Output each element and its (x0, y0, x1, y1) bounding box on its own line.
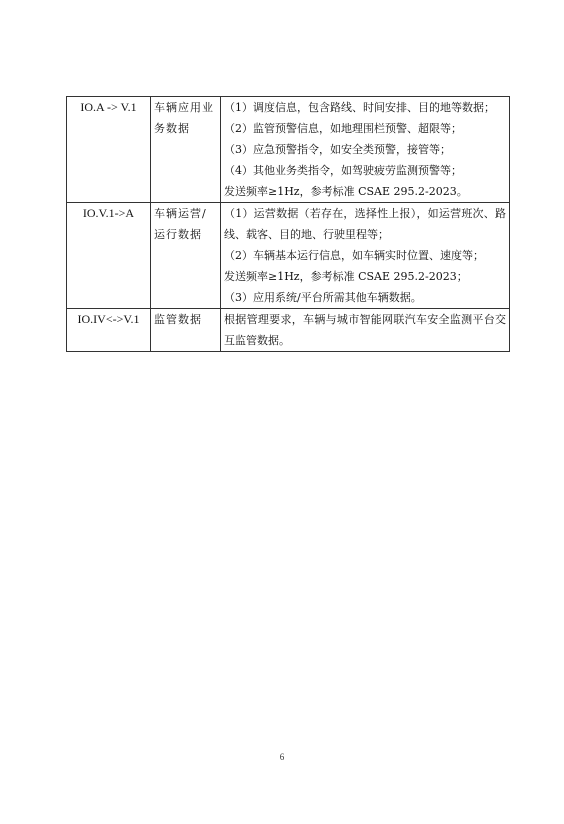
interface-data-table (66, 96, 510, 352)
description-line: （4）其他业务类指令，如驾驶疲劳监测预警等； (224, 164, 462, 177)
interface-id-cell: IO.IV<->V.1 (67, 309, 151, 352)
description-line: 发送频率≥1Hz，参考标准 CSAE 295.2-2023； (224, 270, 468, 283)
description-line: （3）应用系统/平台所需其他车辆数据。 (224, 291, 422, 304)
data-category-cell: 车辆运营/运行数据 (151, 203, 221, 309)
data-category-cell: 车辆应用业务数据 (151, 97, 221, 203)
description-cell (221, 203, 510, 309)
description-cell (221, 309, 510, 352)
description-line: （1）运营数据（若存在，选择性上报），如运营班次、路线、载客、目的地、行驶里程等； (224, 207, 506, 241)
table-row (67, 309, 510, 352)
data-category-cell: 监管数据 (151, 309, 221, 352)
description-line: （2）监管预警信息，如地理围栏预警、超限等； (224, 122, 462, 135)
interface-id-cell: IO.V.1->A (67, 203, 151, 309)
interface-id-cell: IO.A -> V.1 (67, 97, 151, 203)
table-row (67, 203, 510, 309)
table-row (67, 97, 510, 203)
description-line: （2）车辆基本运行信息，如车辆实时位置、速度等； (224, 249, 484, 262)
description-line: （1）调度信息，包含路线、时间安排、目的地等数据； (224, 101, 495, 114)
description-line: 发送频率≥1Hz，参考标准 CSAE 295.2-2023。 (224, 185, 468, 198)
page-number: 6 (279, 752, 285, 762)
description-cell (221, 97, 510, 203)
description-line: （3）应急预警指令，如安全类预警，接管等； (224, 143, 451, 156)
description-line: 根据管理要求，车辆与城市智能网联汽车安全监测平台交互监管数据。 (224, 313, 506, 347)
